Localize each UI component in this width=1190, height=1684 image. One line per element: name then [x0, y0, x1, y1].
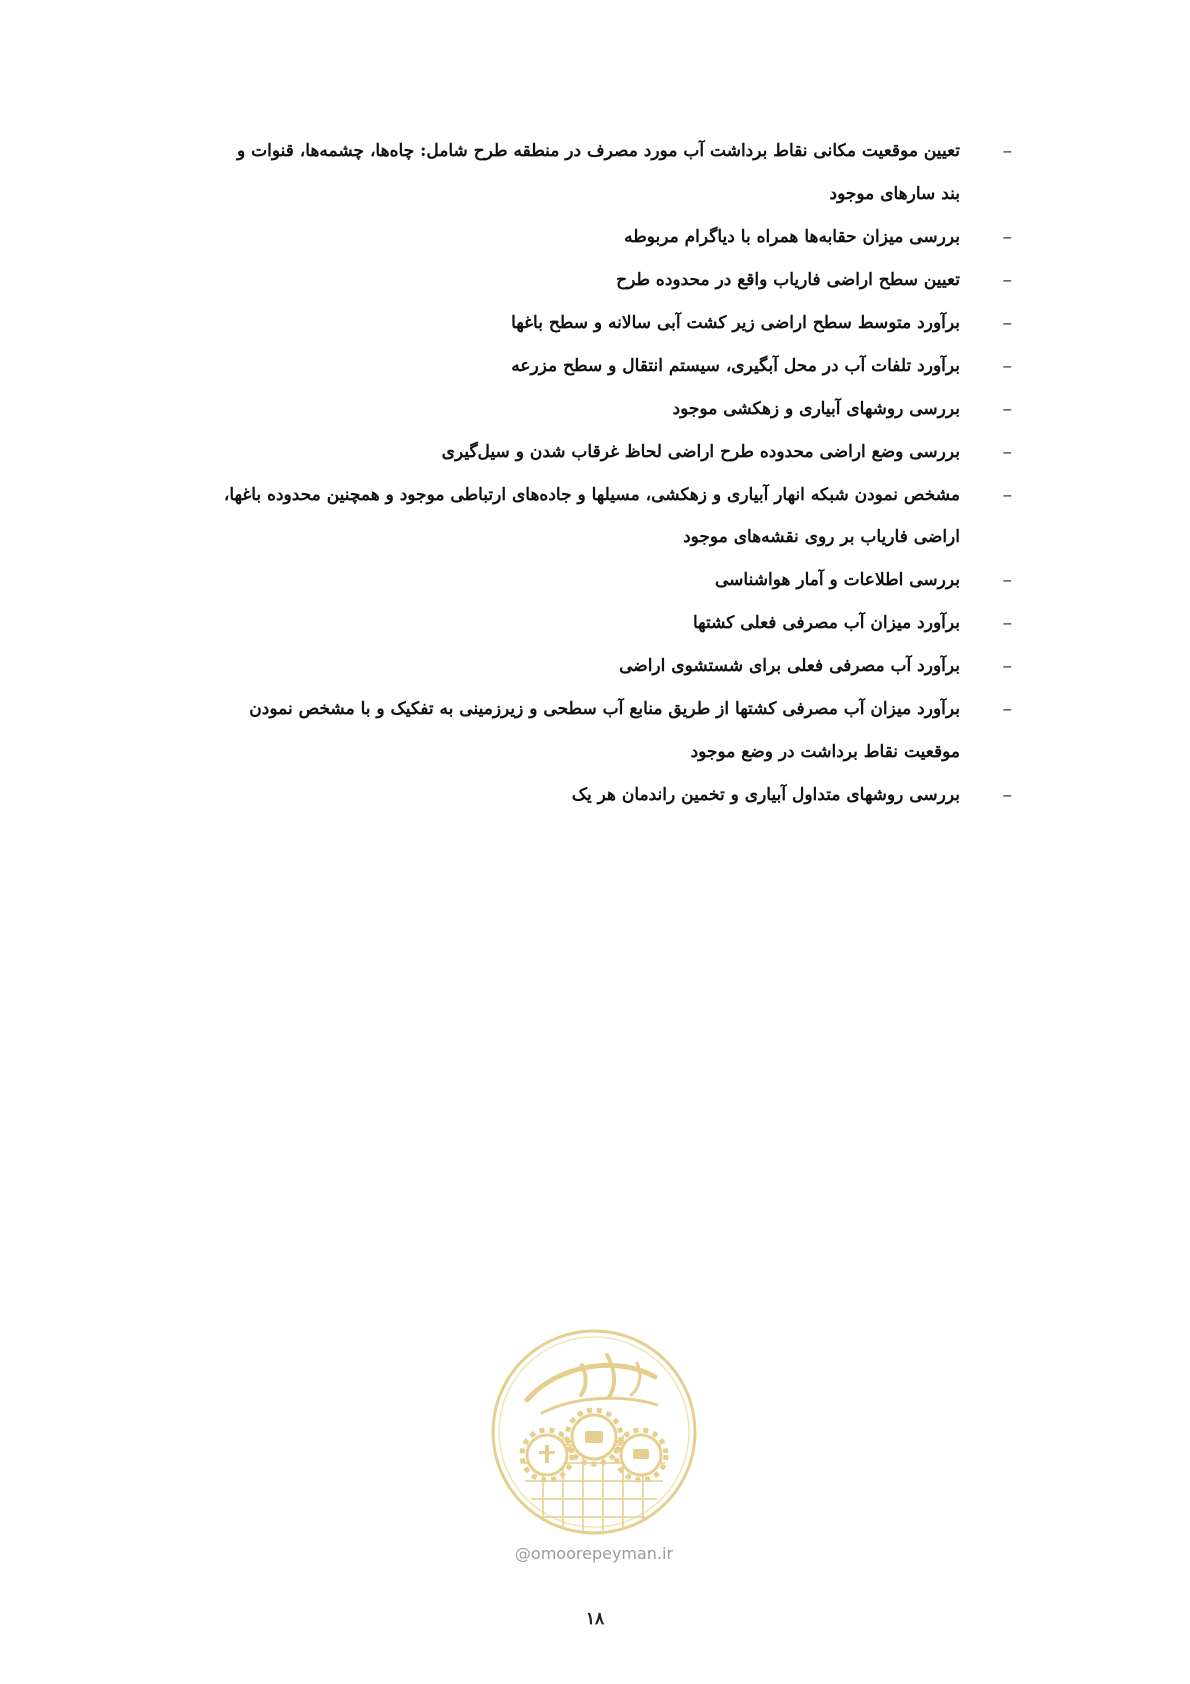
- bullet-dash: –: [1002, 698, 1012, 720]
- list-item-text: تعیین موقعیت مکانی نقاط برداشت آب مورد مصرف در منطقه طرح شامل: چاه‌ها، چشمه‌ها، قنوات و بند سارهای موجود: [236, 141, 960, 204]
- list-item: [222, 224, 1012, 251]
- list-item: [222, 482, 1012, 551]
- list-item: [222, 138, 1012, 207]
- watermark-site-text: @omoorepeyman.ir: [514, 1544, 674, 1563]
- bullet-dash: –: [1002, 440, 1012, 463]
- list-item-text: بررسی روشهای آبیاری و زهکشی موجود: [672, 398, 960, 419]
- list-item-text: برآورد متوسط سطح اراضی زیر کشت آبی سالانه و سطح باغها: [511, 312, 960, 333]
- list-item-text: تعیین سطح اراضی فاریاب واقع در محدوده طرح: [616, 269, 960, 290]
- list-item-text: برآورد تلفات آب در محل آبگیری، سیستم انتقال و سطح مزرعه: [511, 355, 960, 376]
- list-item-text: برآورد آب مصرفی فعلی برای شستشوی اراضی: [619, 656, 960, 676]
- list-item: [222, 310, 1012, 337]
- list-item: [222, 567, 1012, 594]
- bullet-dash: –: [1002, 397, 1012, 420]
- list-item: [222, 439, 1012, 466]
- bullet-dash: –: [1002, 225, 1012, 248]
- page-number: ۱۸: [585, 1609, 605, 1629]
- requirements-list: [222, 138, 1012, 825]
- bullet-dash: –: [1002, 483, 1012, 506]
- bullet-dash: –: [1002, 311, 1012, 334]
- list-item-text: مشخص نمودن شبکه انهار آبیاری و زهکشی، مسیلها و جاده‌های ارتباطی موجود و همچنین محدوده باغها، اراضی فاریاب بر روی نقشه‌های موجود: [223, 484, 960, 547]
- list-item: [222, 353, 1012, 380]
- list-item-text: برآورد میزان آب مصرفی کشتها از طریق منابع آب سطحی و زیرزمینی به تفکیک و با مشخص نمودن موقعیت نقاط برداشت در وضع موجود: [249, 699, 960, 762]
- bullet-dash: –: [1002, 140, 1012, 162]
- list-item-text: بررسی روشهای متداول آبیاری و تخمین راندمان هر یک: [571, 784, 960, 805]
- bullet-dash: –: [1002, 612, 1012, 634]
- list-item: [222, 782, 1012, 809]
- list-item-text: بررسی وضع اراضی محدوده طرح اراضی لحاظ غرقاب شدن و سیل‌گیری: [441, 441, 960, 462]
- list-item: [222, 653, 1012, 680]
- bullet-dash: –: [1002, 655, 1012, 677]
- list-item: [222, 267, 1012, 294]
- logo-emblem-icon: [487, 1325, 701, 1539]
- list-item-text: برآورد میزان آب مصرفی فعلی کشتها: [692, 613, 960, 633]
- list-item: [222, 696, 1012, 765]
- bullet-dash: –: [1002, 268, 1012, 291]
- list-item: [222, 610, 1012, 637]
- list-item-text: بررسی اطلاعات و آمار هواشناسی: [715, 570, 960, 590]
- bullet-dash: –: [1002, 783, 1012, 806]
- list-item-text: بررسی میزان حقابه‌ها همراه با دیاگرام مربوطه: [624, 226, 960, 247]
- bullet-dash: –: [1002, 569, 1012, 591]
- watermark-logo: [487, 1325, 701, 1577]
- list-item: [222, 396, 1012, 423]
- bullet-dash: –: [1002, 354, 1012, 377]
